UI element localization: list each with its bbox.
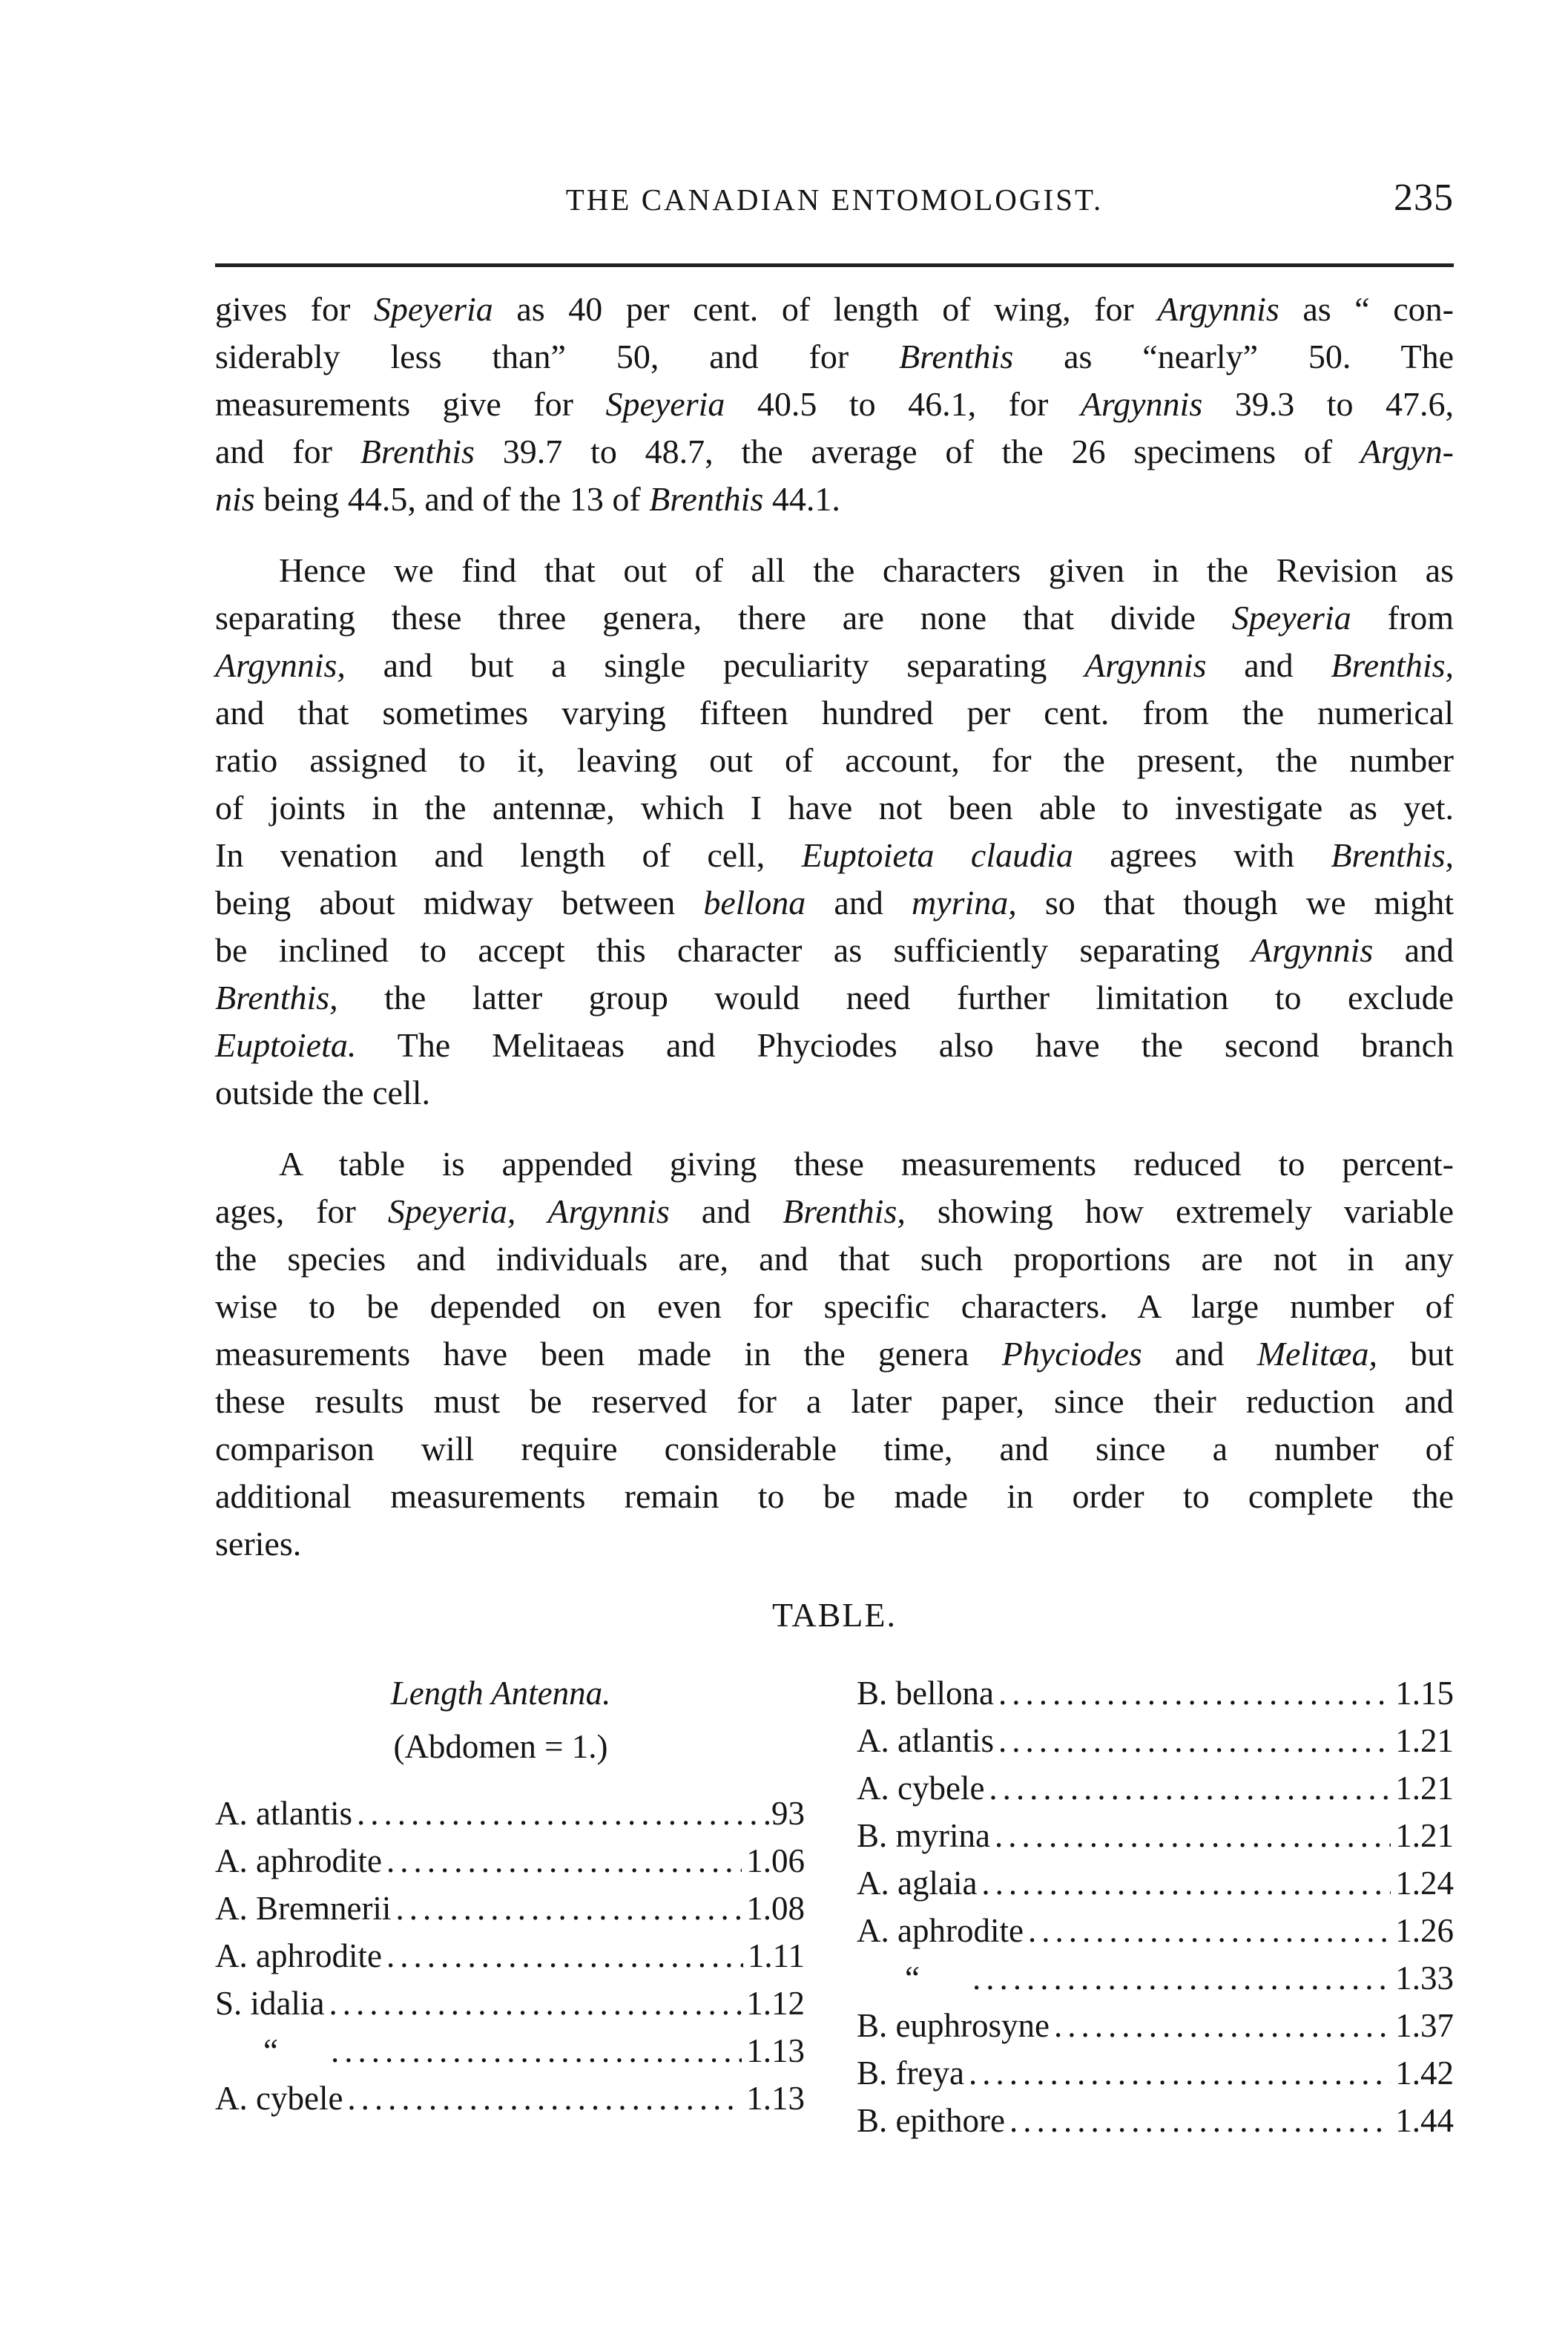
- table-row: [857, 1954, 1454, 2002]
- text-line: [215, 594, 1454, 642]
- species-name: B. freya: [857, 2054, 964, 2092]
- ratio-value: 1.24: [1395, 1865, 1454, 1902]
- italic-term: Brenthis,: [783, 1192, 906, 1230]
- ratio-value: 1.11: [747, 1937, 805, 1974]
- leader-dots: [357, 1790, 759, 1837]
- text-segment: and: [1373, 931, 1455, 969]
- text-segment: In venation and length of cell,: [215, 836, 802, 874]
- leader-dots: [989, 1764, 1391, 1812]
- italic-term: Argynnis: [1157, 290, 1279, 328]
- text-segment: wise to be depended on even for specific characters. A large number of: [215, 1287, 1454, 1325]
- species-name: A. aphrodite: [215, 1842, 382, 1879]
- text-line: [215, 381, 1454, 428]
- leader-dots: [1028, 1907, 1391, 1954]
- text-line: [215, 547, 1454, 594]
- text-segment: outside the cell.: [215, 1074, 430, 1111]
- leader-dots: [998, 1717, 1391, 1764]
- ratio-value: 1.13: [746, 2080, 805, 2117]
- italic-term: Brenthis,: [1331, 836, 1454, 874]
- text-segment: from: [1351, 599, 1454, 637]
- table-row: [215, 1980, 805, 2027]
- text-segment: comparison will require considerable time, and since a number of: [215, 1430, 1454, 1468]
- ratio-value: 1.08: [746, 1890, 805, 1927]
- italic-term: Speyeria: [1231, 599, 1351, 637]
- italic-term: Speyeria: [605, 385, 725, 423]
- text-line: [215, 879, 1454, 927]
- text-segment: the species and individuals are, and that such proportions are not in any: [215, 1240, 1454, 1278]
- species-name: A. cybele: [857, 1770, 985, 1807]
- text-segment: agrees with: [1073, 836, 1331, 874]
- italic-term: bellona: [703, 884, 806, 922]
- species-name: A. atlantis: [215, 1795, 352, 1832]
- table-heading: TABLE.: [771, 1596, 897, 1634]
- table-row: [857, 1669, 1454, 1717]
- text-segment: and that sometimes varying fifteen hundred per cent. from the numerical: [215, 694, 1454, 732]
- ratio-value: 1.21: [1395, 1770, 1454, 1807]
- italic-term: Argynnis: [1080, 385, 1203, 423]
- italic-term: nis: [215, 480, 255, 518]
- table-row: [857, 2049, 1454, 2097]
- text-segment: [515, 1192, 547, 1230]
- text-segment: the latter group would need further limitation to exclude: [337, 979, 1454, 1016]
- ratio-value: 1.37: [1395, 2007, 1454, 2044]
- text-line: [215, 832, 1454, 879]
- italic-term: Speyeria,: [387, 1192, 516, 1230]
- table-row: [857, 1764, 1454, 1812]
- running-title: THE CANADIAN ENTOMOLOGIST.: [565, 183, 1104, 217]
- text-line: [215, 737, 1454, 784]
- leader-dots: [995, 1812, 1391, 1859]
- leader-dots: [331, 2027, 742, 2075]
- text-segment: being 44.5, and of the 13 of: [254, 480, 650, 518]
- table-row: [857, 1717, 1454, 1764]
- text-segment: ages, for: [215, 1192, 388, 1230]
- text-line: [215, 286, 1454, 333]
- leader-dots: [386, 1932, 743, 1980]
- text-segment: and but a single peculiarity separating: [345, 646, 1085, 684]
- table-row: [857, 2002, 1454, 2049]
- text-segment: siderably less than” 50, and for: [215, 338, 900, 375]
- page-header: [215, 167, 1454, 234]
- table-row: [857, 1907, 1454, 1954]
- page-number: 235: [1394, 177, 1454, 219]
- species-name: A. aglaia: [857, 1865, 978, 1902]
- text-segment: separating these three genera, there are none that divide: [215, 599, 1232, 637]
- text-segment: but: [1377, 1335, 1455, 1373]
- text-line: [215, 1069, 1454, 1117]
- text-segment: 39.3 to 47.6,: [1202, 385, 1455, 423]
- table-row: [857, 1812, 1454, 1859]
- text-line: [215, 333, 1454, 381]
- text-segment: A table is appended giving these measurements reduced to percent-: [279, 1145, 1454, 1183]
- text-segment: Hence we find that out of all the characters given in the Revision as: [279, 551, 1454, 589]
- left-column-heading-text: Length Antenna.: [390, 1675, 611, 1712]
- text-segment: these results must be reserved for a later paper, since their reduction and: [215, 1382, 1454, 1420]
- text-segment: series.: [215, 1525, 302, 1563]
- table-right-column: [857, 1669, 1454, 2144]
- left-column-subheading: (Abdomen = 1.): [393, 1728, 608, 1765]
- text-line: [215, 1425, 1454, 1473]
- text-line: [215, 476, 1454, 523]
- table-row: [857, 1859, 1454, 1907]
- text-segment: 39.7 to 48.7, the average of the 26 specimens of: [474, 433, 1360, 470]
- leader-dots: [1054, 2002, 1391, 2049]
- text-segment: and: [806, 884, 912, 922]
- text-line: [215, 1283, 1454, 1330]
- left-column-heading: [215, 1669, 719, 1717]
- italic-term: Argynnis: [1084, 646, 1207, 684]
- text-line: [215, 784, 1454, 832]
- species-name: A. cybele: [215, 2080, 343, 2117]
- species-name: A. atlantis: [857, 1722, 994, 1759]
- table-row: [857, 2097, 1454, 2144]
- italic-term: Brenthis: [899, 338, 1014, 375]
- text-segment: and: [669, 1192, 783, 1230]
- italic-term: Brenthis,: [215, 979, 338, 1016]
- ratio-value: 1.21: [1395, 1722, 1454, 1759]
- species-name: A. Bremnerii: [215, 1890, 392, 1927]
- italic-term: Speyeria: [373, 290, 493, 328]
- ratio-value: 1.44: [1395, 2102, 1454, 2139]
- leader-dots: [347, 2075, 742, 2122]
- text-segment: of joints in the antennæ, which I have not been able to investigate as yet.: [215, 789, 1454, 827]
- text-line: [215, 642, 1454, 689]
- body-text: [215, 286, 1454, 1591]
- italic-term: Argynnis: [547, 1192, 670, 1230]
- ratio-value: 1.33: [1395, 1960, 1454, 1997]
- leader-dots: [395, 1885, 742, 1932]
- text-line: [215, 974, 1454, 1022]
- text-segment: measurements give for: [215, 385, 606, 423]
- italic-term: Brenthis: [649, 480, 764, 518]
- text-segment: ratio assigned to it, leaving out of account, for the present, the number: [215, 741, 1454, 779]
- ratio-value: 1.06: [746, 1842, 805, 1879]
- text-line: [215, 1188, 1454, 1235]
- text-segment: be inclined to accept this character as sufficiently separating: [215, 931, 1251, 969]
- text-segment: 40.5 to 46.1, for: [725, 385, 1081, 423]
- paragraph: [215, 547, 1454, 1117]
- italic-term: Phyciodes: [1001, 1335, 1142, 1373]
- species-name: A. aphrodite: [857, 1912, 1024, 1949]
- text-segment: 44.1.: [763, 480, 840, 518]
- text-segment: so that though we might: [1016, 884, 1455, 922]
- paragraph: [215, 1140, 1454, 1568]
- italic-term: Euptoieta.: [215, 1026, 357, 1064]
- species-name: S. idalia: [215, 1985, 325, 2022]
- ratio-value: .93: [762, 1795, 805, 1832]
- species-name: B. myrina: [857, 1817, 990, 1854]
- text-line: [215, 1140, 1454, 1188]
- text-segment: being about midway between: [215, 884, 704, 922]
- text-line: [215, 1520, 1454, 1568]
- table-row: [215, 1932, 805, 1980]
- table-row: [215, 1885, 805, 1932]
- leader-dots: [1009, 2097, 1391, 2144]
- text-segment: as 40 per cent. of length of wing, for: [493, 290, 1158, 328]
- text-segment: and: [1206, 646, 1331, 684]
- text-segment: and for: [215, 433, 360, 470]
- ratio-value: 1.13: [746, 2032, 805, 2069]
- text-line: [215, 1473, 1454, 1520]
- text-line: [215, 689, 1454, 737]
- italic-term: Melitæa,: [1256, 1335, 1377, 1373]
- right-rows: [857, 1669, 1454, 2144]
- text-segment: and: [1142, 1335, 1257, 1373]
- leader-dots: [972, 1954, 1391, 2002]
- italic-term: Brenthis: [360, 433, 475, 470]
- table-row: [215, 2075, 805, 2122]
- table-row: [215, 1790, 805, 1837]
- species-name: “: [905, 1960, 920, 1997]
- header-rule: [215, 263, 1454, 267]
- paragraph: [215, 286, 1454, 523]
- ratio-value: 1.42: [1395, 2054, 1454, 2092]
- text-segment: as “ con-: [1279, 290, 1454, 328]
- leader-dots: [329, 1980, 742, 2027]
- italic-term: Brenthis,: [1331, 646, 1455, 684]
- text-line: [215, 428, 1454, 476]
- leader-dots: [981, 1859, 1391, 1907]
- italic-term: Argynnis,: [215, 646, 346, 684]
- ratio-value: 1.21: [1395, 1817, 1454, 1854]
- text-line: [215, 927, 1454, 974]
- leader-dots: [386, 1837, 742, 1885]
- species-name: B. euphrosyne: [857, 2007, 1050, 2044]
- species-name: B. epithore: [857, 2102, 1005, 2139]
- italic-term: Euptoieta claudia: [801, 836, 1073, 874]
- text-line: [215, 1378, 1454, 1425]
- text-segment: measurements have been made in the genera: [215, 1335, 1002, 1373]
- text-segment: gives for: [215, 290, 374, 328]
- text-segment: as “nearly” 50. The: [1013, 338, 1454, 375]
- species-name: “: [263, 2032, 278, 2069]
- table-row: [215, 1837, 805, 1885]
- species-name: B. bellona: [857, 1675, 994, 1712]
- italic-term: Argynnis: [1251, 931, 1374, 969]
- ratio-value: 1.26: [1395, 1912, 1454, 1949]
- italic-term: Argyn-: [1360, 433, 1454, 470]
- ratio-value: 1.12: [746, 1985, 805, 2022]
- text-segment: additional measurements remain to be made in order to complete the: [215, 1477, 1454, 1515]
- text-segment: The Melitaeas and Phyciodes also have the second branch: [356, 1026, 1454, 1064]
- leader-dots: [969, 2049, 1391, 2097]
- leader-dots: [998, 1669, 1391, 1717]
- text-segment: showing how extremely variable: [905, 1192, 1455, 1230]
- text-line: [215, 1330, 1454, 1378]
- table-row: [215, 2027, 805, 2075]
- left-rows: [215, 1790, 805, 2122]
- table-left-column: [215, 1669, 805, 2122]
- text-line: [215, 1235, 1454, 1283]
- text-line: [215, 1022, 1454, 1069]
- ratio-value: 1.15: [1395, 1675, 1454, 1712]
- species-name: A. aphrodite: [215, 1937, 382, 1974]
- italic-term: myrina,: [911, 884, 1017, 922]
